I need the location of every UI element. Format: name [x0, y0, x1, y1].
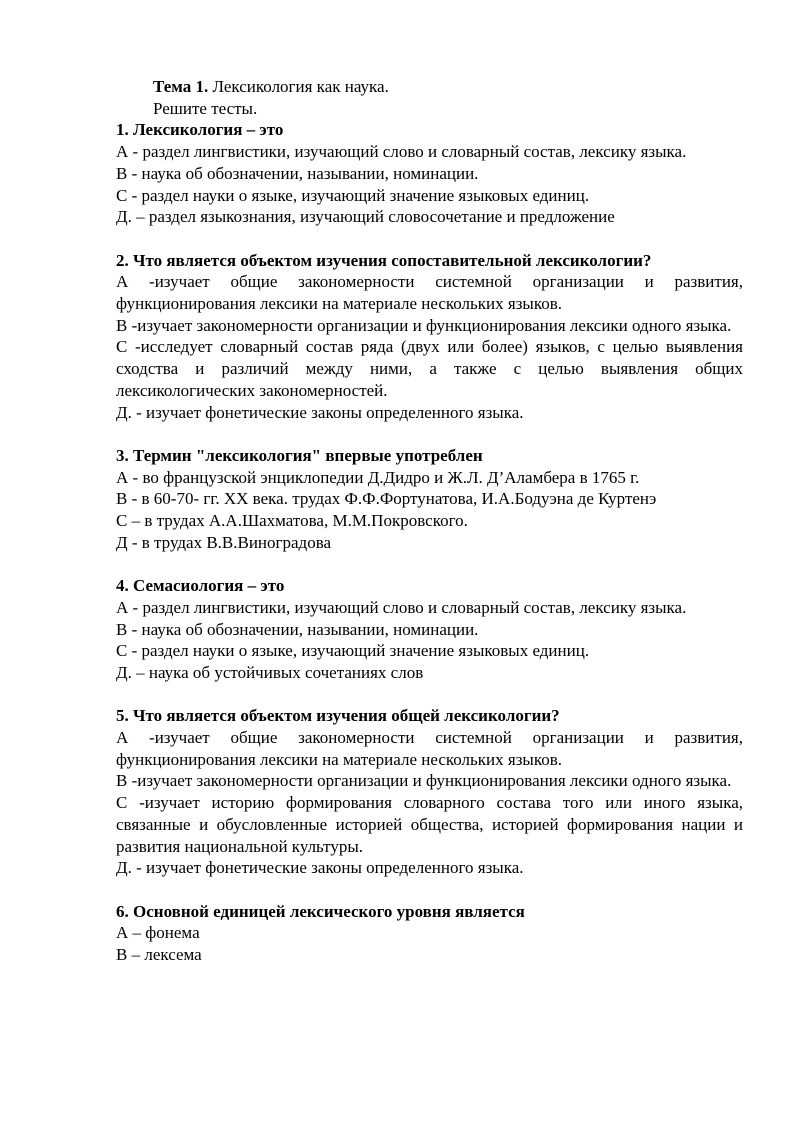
answer-d: Д - в трудах В.В.Виноградова	[116, 532, 332, 552]
question-title: 3. Термин "лексикология" впервые употреблен	[116, 445, 483, 465]
question-4	[116, 575, 743, 684]
answer-a: А -изучает общие закономерности системной организации и развития, функционирования лексики на материале нескольких языков.	[116, 728, 743, 769]
document-page	[116, 76, 743, 987]
answer-d: Д. - изучает фонетические законы определенного языка.	[116, 858, 524, 878]
answer-a: А -изучает общие закономерности системной организации и развития, функционирования лексики на материале нескольких языков.	[116, 272, 743, 314]
answer-b: В – лексема	[116, 945, 202, 965]
answer-a: А – фонема	[116, 923, 200, 943]
question-title: 2. Что является объектом изучения сопоставительной лексикологии?	[116, 250, 652, 270]
answer-c: С - раздел науки о языке, изучающий значение языковых единиц.	[116, 641, 590, 661]
instruction-line: Решите тесты.	[153, 98, 258, 118]
topic-label: Тема 1.	[153, 77, 209, 96]
topic-line	[153, 76, 743, 98]
question-1	[116, 119, 743, 228]
question-title: 4. Семасиология – это	[116, 576, 285, 596]
question-title: 1. Лексикология – это	[116, 120, 284, 140]
answer-c: С -изучает историю формирования словарного состава того или иного языка, связанные и обусловленные историей общества, историей формирования нации и развития национальной культуры.	[116, 793, 743, 856]
answer-b: В - наука об обозначении, назывании, номинации.	[116, 163, 479, 183]
answer-c: С -исследует словарный состав ряда (двух или более) языков, с целью выявления сходства и различий между ними, а также с целью выявления общих лексикологических закономерностей.	[116, 337, 743, 400]
answer-d: Д. – наука об устойчивых сочетаниях слов	[116, 662, 424, 682]
answer-b: В - в 60-70- гг. ХХ века. трудах Ф.Ф.Фортунатова, И.А.Бодуэна де Куртенэ	[116, 489, 657, 509]
answer-b: В -изучает закономерности организации и функционирования лексики одного языка.	[116, 315, 732, 335]
question-title: 5. Что является объектом изучения общей лексикологии?	[116, 706, 560, 726]
answer-d: Д. - изучает фонетические законы определенного языка.	[116, 402, 524, 422]
topic-text: Лексикология как наука.	[208, 77, 389, 96]
question-3	[116, 445, 743, 554]
answer-c: С - раздел науки о языке, изучающий значение языковых единиц.	[116, 185, 590, 205]
answer-b: В - наука об обозначении, назывании, номинации.	[116, 619, 479, 639]
answer-a: А - раздел лингвистики, изучающий слово и словарный состав, лексику языка.	[116, 142, 687, 162]
answer-d: Д. – раздел языкознания, изучающий словосочетание и предложение	[116, 207, 615, 227]
question-2	[116, 250, 743, 424]
question-title: 6. Основной единицей лексического уровня является	[116, 901, 525, 921]
question-6	[116, 901, 743, 966]
answer-a: А - раздел лингвистики, изучающий слово и словарный состав, лексику языка.	[116, 597, 687, 617]
answer-c: С – в трудах А.А.Шахматова, М.М.Покровского.	[116, 511, 468, 531]
intro-block	[116, 76, 743, 119]
answer-b: В -изучает закономерности организации и функционирования лексики одного языка.	[116, 771, 732, 791]
question-5	[116, 705, 743, 879]
answer-a: А - во французской энциклопедии Д.Дидро и Ж.Л. Д’Аламбера в 1765 г.	[116, 467, 640, 487]
